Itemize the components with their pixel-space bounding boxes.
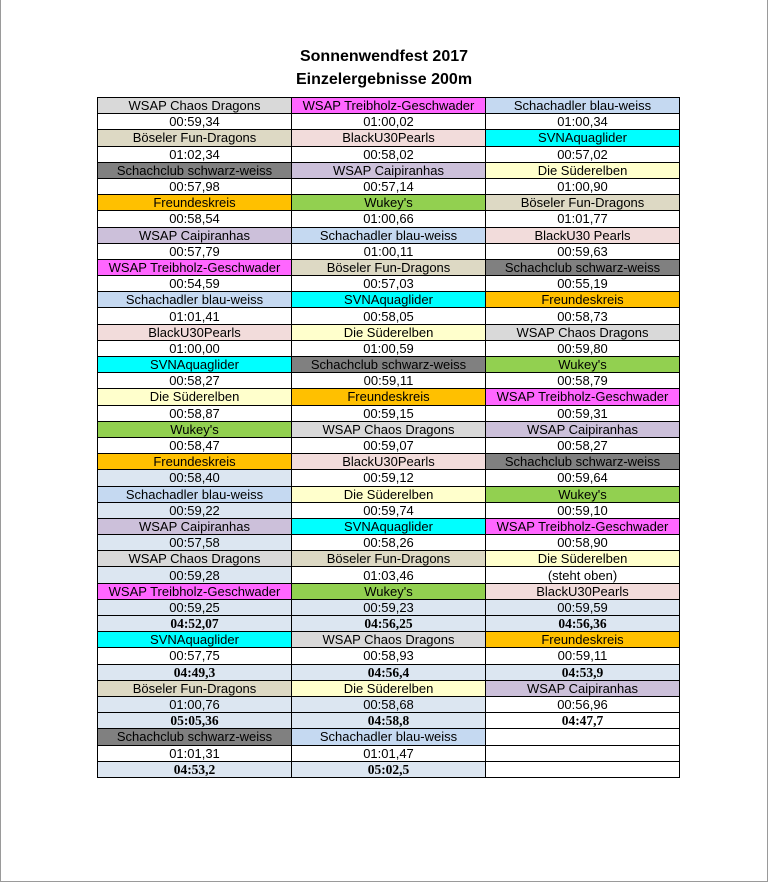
table-row [98,292,680,308]
table-row [98,195,680,211]
table-row [98,146,680,162]
team-name-cell: Freundeskreis [486,292,680,308]
time-cell: 00:58,68 [292,696,486,712]
table-row [98,405,680,421]
time-cell: 00:54,59 [98,276,292,292]
table-row [98,211,680,227]
team-name-cell: Schachclub schwarz-weiss [486,259,680,275]
time-cell: 01:01,77 [486,211,680,227]
team-name-cell: WSAP Treibholz-Geschwader [486,389,680,405]
team-name-cell: WSAP Treibholz-Geschwader [292,98,486,114]
team-name-cell: Die Süderelben [292,680,486,696]
table-row [98,340,680,356]
time-cell: 01:02,34 [98,146,292,162]
time-cell: 00:59,59 [486,599,680,615]
table-row [98,696,680,712]
time-cell: 00:58,90 [486,535,680,551]
team-name-cell: Schachadler blau-weiss [98,486,292,502]
page-title: Sonnenwendfest 2017 [299,48,469,65]
team-name-cell: WSAP Caipiranhas [98,518,292,534]
team-name-cell: WSAP Treibholz-Geschwader [98,259,292,275]
results-table-body [98,98,680,778]
time-cell: 01:00,11 [292,243,486,259]
table-row [98,518,680,534]
team-name-cell: Die Süderelben [292,324,486,340]
team-name-cell: Die Süderelben [98,389,292,405]
team-name-cell: WSAP Chaos Dragons [98,551,292,567]
page-subtitle: Einzelergebnisse 200m [295,71,473,88]
time-cell: 00:57,14 [292,178,486,194]
table-row [98,454,680,470]
total-time-cell: 04:56,25 [292,616,486,632]
table-row [98,680,680,696]
team-name-cell: Wukey's [292,195,486,211]
table-row [98,486,680,502]
team-name-cell: SVNAquaglider [292,292,486,308]
time-cell: 00:59,34 [98,114,292,130]
table-row [98,567,680,583]
time-cell: 01:00,02 [292,114,486,130]
table-row [98,583,680,599]
time-cell: 00:58,73 [486,308,680,324]
team-name-cell: Schachclub schwarz-weiss [98,729,292,745]
team-name-cell: WSAP Treibholz-Geschwader [486,518,680,534]
time-cell: 00:55,19 [486,276,680,292]
team-name-cell: Wukey's [486,357,680,373]
team-name-cell: BlackU30Pearls [292,130,486,146]
table-row [98,324,680,340]
time-cell: 01:01,47 [292,745,486,761]
table-row [98,98,680,114]
time-cell: 00:58,40 [98,470,292,486]
table-row [98,502,680,518]
time-cell: 00:59,28 [98,567,292,583]
total-time-cell: 04:47,7 [486,713,680,729]
team-name-cell: Wukey's [292,583,486,599]
table-row [98,114,680,130]
table-row [98,761,680,777]
table-row [98,389,680,405]
time-cell: 00:57,02 [486,146,680,162]
total-time-cell: 05:05,36 [98,713,292,729]
table-row [98,551,680,567]
time-cell: 01:00,90 [486,178,680,194]
table-row [98,745,680,761]
time-cell: (steht oben) [486,567,680,583]
time-cell: 00:58,79 [486,373,680,389]
table-row [98,259,680,275]
team-name-cell: Schachclub schwarz-weiss [486,454,680,470]
time-cell: 00:58,02 [292,146,486,162]
time-cell: 01:01,41 [98,308,292,324]
time-cell: 00:59,23 [292,599,486,615]
time-cell: 00:57,79 [98,243,292,259]
table-row [98,599,680,615]
empty-cell [486,761,680,777]
table-row [98,308,680,324]
time-cell: 00:59,80 [486,340,680,356]
team-name-cell: WSAP Chaos Dragons [98,98,292,114]
team-name-cell: Die Süderelben [292,486,486,502]
team-name-cell: Schachadler blau-weiss [98,292,292,308]
time-cell: 00:58,54 [98,211,292,227]
total-time-cell: 04:56,36 [486,616,680,632]
team-name-cell: WSAP Treibholz-Geschwader [98,583,292,599]
table-row [98,162,680,178]
time-cell: 00:58,47 [98,437,292,453]
team-name-cell: WSAP Caipiranhas [486,680,680,696]
time-cell: 00:59,11 [486,648,680,664]
time-cell: 00:59,10 [486,502,680,518]
time-cell: 01:00,76 [98,696,292,712]
total-time-cell: 04:53,2 [98,761,292,777]
table-row [98,227,680,243]
table-row [98,713,680,729]
team-name-cell: SVNAquaglider [292,518,486,534]
time-cell: 01:00,66 [292,211,486,227]
time-cell: 00:57,58 [98,535,292,551]
table-row [98,729,680,745]
empty-cell [486,745,680,761]
time-cell: 00:59,64 [486,470,680,486]
time-cell: 00:58,93 [292,648,486,664]
table-row [98,130,680,146]
team-name-cell: SVNAquaglider [98,357,292,373]
table-row [98,437,680,453]
team-name-cell: Schachclub schwarz-weiss [292,357,486,373]
results-table [97,97,680,778]
time-cell: 00:59,22 [98,502,292,518]
time-cell: 01:00,59 [292,340,486,356]
table-row [98,357,680,373]
time-cell: 00:59,63 [486,243,680,259]
total-time-cell: 04:58,8 [292,713,486,729]
team-name-cell: Freundeskreis [486,632,680,648]
time-cell: 00:58,27 [486,437,680,453]
team-name-cell: BlackU30Pearls [292,454,486,470]
table-row [98,243,680,259]
time-cell: 01:00,00 [98,340,292,356]
total-time-cell: 04:53,9 [486,664,680,680]
table-row [98,632,680,648]
table-row [98,178,680,194]
time-cell: 00:59,15 [292,405,486,421]
team-name-cell: WSAP Chaos Dragons [292,632,486,648]
table-row [98,373,680,389]
time-cell: 00:57,75 [98,648,292,664]
time-cell: 00:58,26 [292,535,486,551]
table-row [98,276,680,292]
table-row [98,421,680,437]
team-name-cell: Wukey's [98,421,292,437]
page-left-edge [0,0,1,882]
team-name-cell: WSAP Caipiranhas [292,162,486,178]
team-name-cell: Die Süderelben [486,162,680,178]
time-cell: 00:57,03 [292,276,486,292]
team-name-cell: BlackU30 Pearls [486,227,680,243]
team-name-cell: Freundeskreis [292,389,486,405]
team-name-cell: Die Süderelben [486,551,680,567]
team-name-cell: Schachclub schwarz-weiss [98,162,292,178]
total-time-cell: 04:49,3 [98,664,292,680]
time-cell: 00:59,07 [292,437,486,453]
table-row [98,664,680,680]
total-time-cell: 05:02,5 [292,761,486,777]
team-name-cell: Böseler Fun-Dragons [292,259,486,275]
team-name-cell: BlackU30Pearls [486,583,680,599]
time-cell: 00:59,25 [98,599,292,615]
team-name-cell: Schachadler blau-weiss [486,98,680,114]
team-name-cell: Böseler Fun-Dragons [98,130,292,146]
team-name-cell: Freundeskreis [98,195,292,211]
team-name-cell: Freundeskreis [98,454,292,470]
time-cell: 00:59,74 [292,502,486,518]
time-cell: 01:00,34 [486,114,680,130]
time-cell: 01:03,46 [292,567,486,583]
team-name-cell: BlackU30Pearls [98,324,292,340]
time-cell: 00:57,98 [98,178,292,194]
team-name-cell: Schachadler blau-weiss [292,729,486,745]
total-time-cell: 04:52,07 [98,616,292,632]
team-name-cell: WSAP Chaos Dragons [486,324,680,340]
team-name-cell: Schachadler blau-weiss [292,227,486,243]
time-cell: 00:58,05 [292,308,486,324]
time-cell: 00:59,12 [292,470,486,486]
table-row [98,470,680,486]
table-row [98,648,680,664]
empty-cell [486,729,680,745]
team-name-cell: SVNAquaglider [98,632,292,648]
team-name-cell: WSAP Caipiranhas [486,421,680,437]
total-time-cell: 04:56,4 [292,664,486,680]
team-name-cell: Böseler Fun-Dragons [292,551,486,567]
time-cell: 00:58,87 [98,405,292,421]
team-name-cell: WSAP Chaos Dragons [292,421,486,437]
team-name-cell: Böseler Fun-Dragons [98,680,292,696]
team-name-cell: WSAP Caipiranhas [98,227,292,243]
team-name-cell: Wukey's [486,486,680,502]
table-row [98,535,680,551]
time-cell: 01:01,31 [98,745,292,761]
time-cell: 00:56,96 [486,696,680,712]
team-name-cell: SVNAquaglider [486,130,680,146]
table-row [98,616,680,632]
time-cell: 00:59,11 [292,373,486,389]
team-name-cell: Böseler Fun-Dragons [486,195,680,211]
time-cell: 00:58,27 [98,373,292,389]
time-cell: 00:59,31 [486,405,680,421]
